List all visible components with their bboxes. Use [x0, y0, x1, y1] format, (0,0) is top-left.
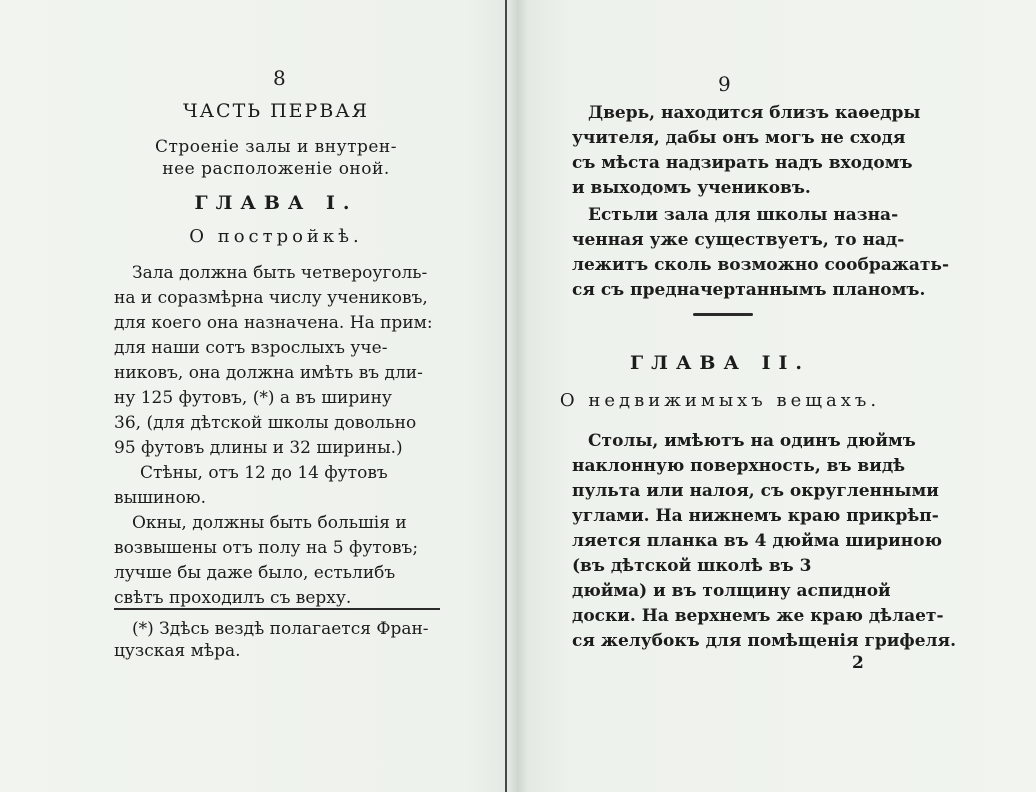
body-line: съ мѣста надзирать надъ входомъ: [572, 153, 913, 173]
body-line: наклонную поверхность, въ видѣ: [572, 456, 906, 476]
body-line: учителя, дабы онъ могъ не сходя: [572, 128, 906, 148]
section-divider: [693, 313, 753, 316]
body-line: лежитъ сколь возможно соображать-: [572, 255, 950, 275]
body-line: ляется планка въ 4 дюйма шириною: [572, 531, 942, 551]
body-line: 36, (для дѣтской школы довольно: [114, 413, 417, 433]
body-line: Зала должна быть четвероуголь-: [132, 263, 428, 283]
body-line: Окны, должны быть большія и: [132, 513, 407, 533]
body-line: и выходомъ учениковъ.: [572, 178, 811, 198]
body-line: ченная уже существуетъ, то над-: [572, 230, 905, 250]
footnote-line-2: цузская мѣра.: [114, 641, 241, 661]
body-line: Естьли зала для школы назна-: [588, 205, 899, 225]
body-line: вышиною.: [114, 488, 207, 508]
page-number-right: 9: [718, 72, 731, 96]
page-number-left: 8: [273, 66, 286, 90]
body-line: Дверь, находится близъ каѳедры: [588, 103, 921, 123]
footnote-line-1: (*) Здѣсь вездѣ полагается Фран-: [132, 619, 429, 639]
subtitle-line-1: Строеніе залы и внутрен-: [154, 137, 398, 157]
chapter-heading: ГЛАВА I.: [194, 192, 358, 214]
chapter-title: О недвижимыхъ вещахъ.: [559, 390, 881, 411]
body-line: никовъ, она должна имѣть въ дли-: [114, 363, 423, 383]
body-line: 95 футовъ длины и 32 ширины.): [114, 438, 403, 458]
body-line: Столы, имѣютъ на одинъ дюймъ: [588, 431, 916, 451]
body-line: (въ дѣтской школѣ въ 3: [572, 556, 812, 576]
body-line: для наши сотъ взрослыхъ уче-: [114, 338, 388, 358]
body-line: ну 125 футовъ, (*) а въ ширину: [114, 388, 392, 408]
right-page: [510, 0, 1036, 792]
body-line: ся съ предначертаннымъ планомъ.: [572, 280, 926, 300]
chapter-heading: ГЛАВА II.: [630, 352, 810, 374]
body-line: дюйма) и въ толщину аспидной: [572, 581, 891, 601]
chapter-title: О постройкѣ.: [189, 226, 363, 247]
book-gutter: [502, 0, 510, 792]
body-line: ся желубокъ для помѣщенія грифеля.: [572, 631, 957, 651]
footnote-rule: [114, 608, 440, 610]
signature-mark: 2: [852, 653, 864, 673]
part-title: ЧАСТЬ ПЕРВАЯ: [182, 100, 370, 122]
body-line: пульта или налоя, съ округленными: [572, 481, 939, 501]
body-line: на и соразмѣрна числу учениковъ,: [114, 288, 428, 308]
body-line: углами. На нижнемъ краю прикрѣп-: [572, 506, 939, 526]
left-page: [0, 0, 502, 792]
body-line: возвышены отъ полу на 5 футовъ;: [114, 538, 419, 558]
body-line: лучше бы даже было, естьлибъ: [114, 563, 396, 583]
body-line: Стѣны, отъ 12 до 14 футовъ: [140, 463, 388, 483]
body-line: доски. На верхнемъ же краю дѣлает-: [572, 606, 944, 626]
body-line: для коего она назначена. На прим:: [114, 313, 433, 333]
body-line: свѣтъ проходилъ съ верху.: [114, 588, 352, 608]
subtitle-line-2: нее расположеніе оной.: [162, 159, 390, 179]
